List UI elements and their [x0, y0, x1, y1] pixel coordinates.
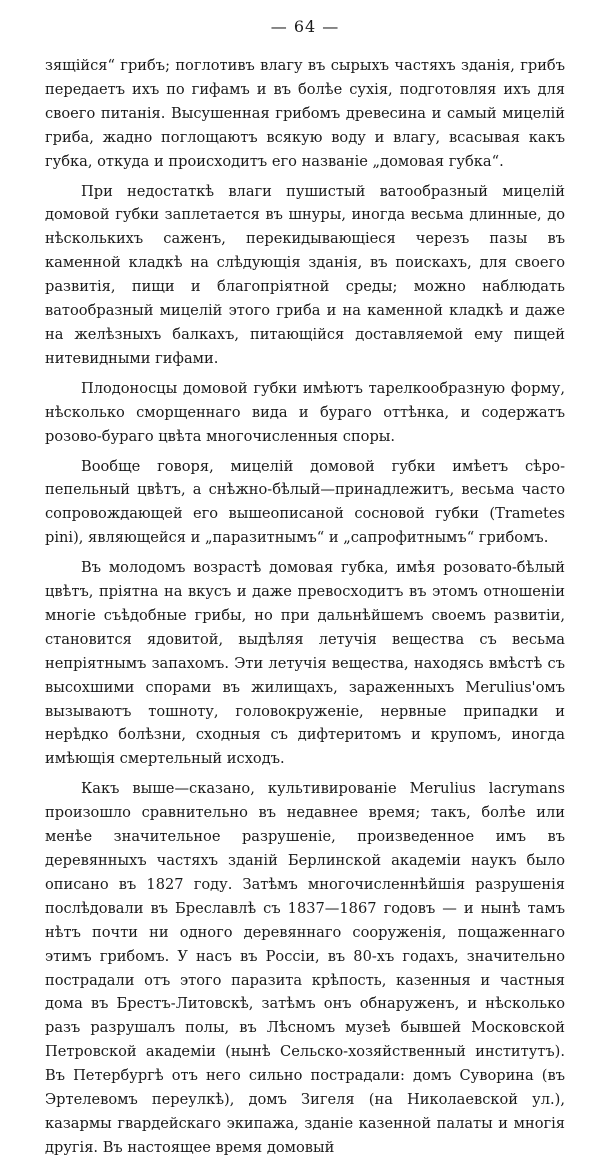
page-number: — 64 — [270, 17, 340, 36]
paragraph-mycelium-color: Вообще говоря, мицелій домовой губки имѣетъ сѣро-пепельный цвѣтъ, а снѣжно-бѣлый—принадлежитъ, весьма часто сопровождающей его вышеописаной сосновой губки (Trametes pini), являющейся и „паразитнымъ“ и „сапрофитнымъ“ грибомъ. [45, 457, 565, 547]
paragraph-mycelium-cords: При недостаткѣ влаги пушистый ватообразный мицелій домовой губки заплетается въ шнуры, иногда весьма длинные, до нѣсколькихъ саженъ, перекидывающіеся черезъ пазы въ каменной кладкѣ на слѣдующія зданія, въ поискахъ, для своего развитія, пищи и благопріятной среды; можно наблюдать ватообразный мицелій этого гриба и на каменной кладкѣ и даже на желѣзныхъ балкахъ, питающійся доставляемой ему пищей нитевидными гифами. [45, 182, 565, 367]
paragraph-young-fungus: Въ молодомъ возрастѣ домовая губка, имѣя розовато-бѣлый цвѣтъ, пріятна на вкусъ и даже превосходитъ въ этомъ отношеніи многіе съѣдобные грибы, но при дальнѣйшемъ своемъ развитіи, становится ядовитой, выдѣляя летучія вещества съ весьма непріятнымъ запахомъ. Эти летучія вещества, находясь вмѣстѣ съ высохшими спорами въ жилищахъ, зараженныхъ Merulius'омъ вызываютъ тошноту, головокруженіе, нервные припадки и нерѣдко болѣзни, сходныя съ дифтеритомъ и крупомъ, иногда имѣющія смертельный исходъ. [45, 559, 565, 768]
paragraph-continuation: зящійся“ грибъ; поглотивъ влагу въ сырыхъ частяхъ зданія, грибъ передаетъ ихъ по гифамъ и въ болѣе сухія, подготовляя ихъ для своего питанія. Высушенная грибомъ древесина и самый мицелій гриба, жадно поглощаютъ всякую воду и влагу, всасывая какъ губка, откуда и происходитъ его названіе „домовая губка“. [45, 57, 565, 170]
paragraph-fruiting-bodies: Плодоносцы домовой губки имѣютъ тарелкообразную форму, нѣсколько сморщеннаго вида и бураго оттѣнка, и содержатъ розово-бураго цвѣта многочисленныя споры. [45, 379, 565, 445]
book-page [45, 0, 565, 1156]
paragraph-history: Какъ выше—сказано, культивированіе Merulius lacrymans произошло сравнительно въ недавнее время; такъ, болѣе или менѣе значительное разрушеніе, произведенное имъ въ деревянныхъ частяхъ зданій Берлинской академіи наукъ было описано въ 1827 году. Затѣмъ многочисленнѣйшія разрушенія послѣдовали въ Бреславлѣ съ 1837—1867 годовъ — и нынѣ тамъ нѣтъ почти ни одного деревяннаго сооруженія, пощаженнаго этимъ грибомъ. У насъ въ Россіи, въ 80-хъ годахъ, значительно пострадали отъ этого паразита крѣпость, казенныя и частныя дома въ Брестъ-Литовскѣ, затѣмъ онъ обнаруженъ, и нѣсколько разъ разрушалъ полы, въ Лѣсномъ музеѣ бывшей Московской Петровской академіи (нынѣ Сельско-хозяйственный институтъ). Въ Петербургѣ отъ него сильно пострадали: домъ Суворина (въ Эртелевомъ переулкѣ), домъ Зигеля (на Николаевской ул.), казармы гвардейскаго экипажа, зданіе казенной палаты и многія другія. Въ настоящее время домовый [45, 780, 565, 1156]
body-text [45, 54, 565, 1166]
